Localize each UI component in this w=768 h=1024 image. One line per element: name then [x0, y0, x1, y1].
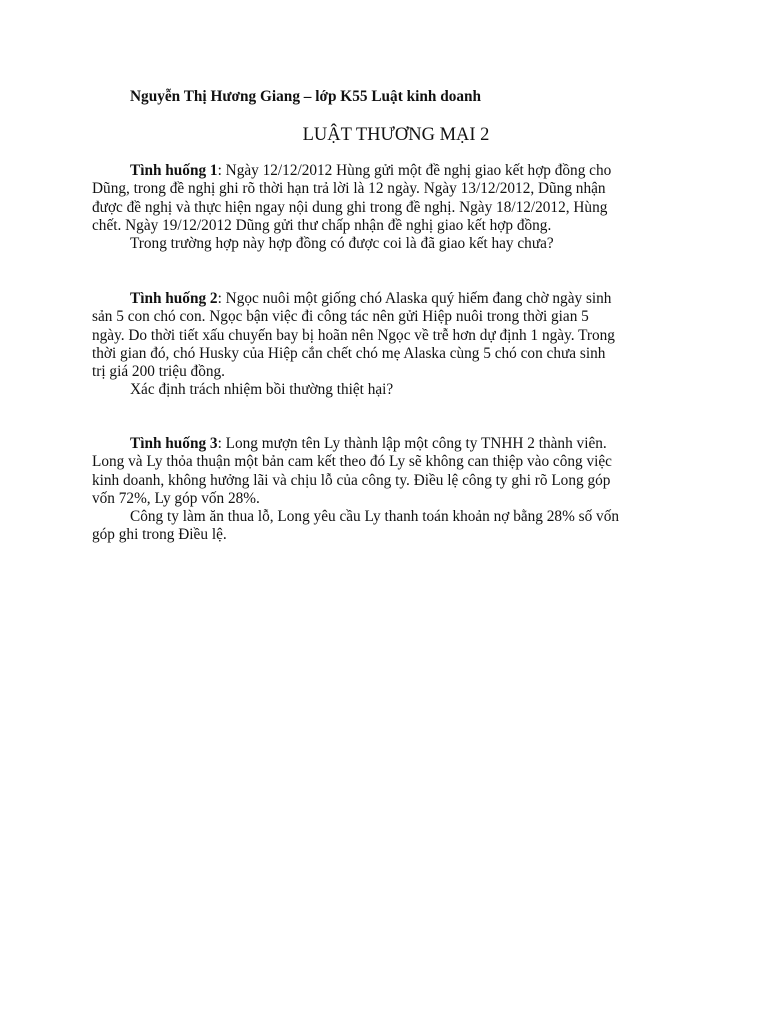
case-3-line-3: kinh doanh, không hưởng lãi và chịu lỗ của công ty. Điều lệ công ty ghi rõ Long góp	[92, 471, 611, 489]
case-3-label: Tình huống 3	[130, 435, 218, 452]
case-2	[92, 290, 684, 400]
case-1-line-4: chết. Ngày 19/12/2012 Dũng gửi thư chấp nhận đề nghị giao kết hợp đồng.	[92, 216, 552, 234]
case-3-line-4: vốn 72%, Ly góp vốn 28%.	[92, 489, 260, 507]
case-1-line-2: Dũng, trong đề nghị ghi rõ thời hạn trả lời là 12 ngày. Ngày 13/12/2012, Dũng nhận	[92, 180, 606, 198]
author-header: Nguyễn Thị Hương Giang – lớp K55 Luật kinh doanh	[130, 88, 482, 105]
case-2-line-4: thời gian đó, chó Husky của Hiệp cắn chết chó mẹ Alaska cùng 5 chó con chưa sinh	[92, 344, 606, 362]
case-1-line-3: được đề nghị và thực hiện ngay nội dung ghi trong đề nghị. Ngày 18/12/2012, Hùng	[92, 198, 608, 216]
case-2-line-5: trị giá 200 triệu đồng.	[92, 363, 225, 381]
case-2-line-2: sản 5 con chó con. Ngọc bận việc đi công tác nên gửi Hiệp nuôi trong thời gian 5	[92, 308, 589, 326]
case-2-line-3: ngày. Do thời tiết xấu chuyến bay bị hoãn nên Ngọc về trễ hơn dự định 1 ngày. Trong	[92, 326, 615, 344]
case-3-question-line-2: góp ghi trong Điều lệ.	[92, 526, 227, 544]
case-3	[92, 435, 684, 545]
case-1-label: Tình huống 1	[130, 162, 218, 179]
case-3-line-2: Long và Ly thỏa thuận một bản cam kết theo đó Ly sẽ không can thiệp vào công việc	[92, 453, 612, 471]
case-2-text-1: : Ngọc nuôi một giống chó Alaska quý hiếm đang chờ ngày sinh	[217, 290, 612, 307]
case-1-question: Trong trường hợp này hợp đồng có được coi là đã giao kết hay chưa?	[130, 235, 554, 253]
case-3-text-1: : Long mượn tên Ly thành lập một công ty TNHH 2 thành viên.	[217, 435, 607, 452]
case-2-line-1	[92, 290, 684, 308]
case-2-label: Tình huống 2	[130, 290, 218, 307]
document-title	[0, 124, 768, 146]
case-1-text-1: : Ngày 12/12/2012 Hùng gửi một đề nghị giao kết hợp đồng cho	[217, 162, 612, 179]
document-title-text: LUẬT THƯƠNG MẠI 2	[302, 125, 490, 145]
case-3-line-1	[92, 435, 684, 453]
case-3-question-line-1: Công ty làm ăn thua lỗ, Long yêu cầu Ly thanh toán khoản nợ bằng 28% số vốn	[130, 508, 620, 526]
case-2-question: Xác định trách nhiệm bồi thường thiệt hại?	[130, 381, 394, 399]
case-1	[92, 162, 684, 253]
case-1-line-1	[92, 162, 684, 180]
